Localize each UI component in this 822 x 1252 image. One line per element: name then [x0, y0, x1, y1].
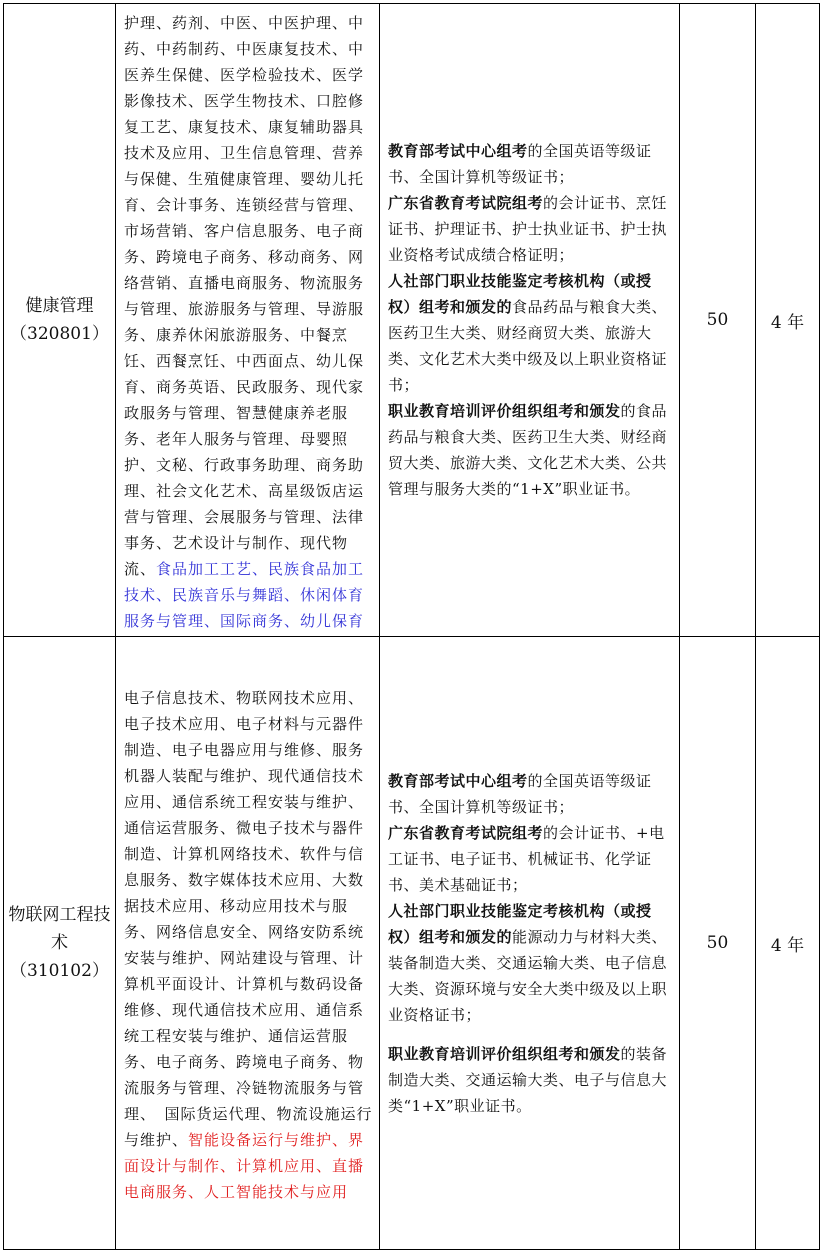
cert-item — [388, 1041, 673, 1119]
cert-text: 能源动力与材料大类、装备制造大类、交通运输大类、电子信息大类、资源环境与安全大类中级及以上职业资格证书； — [388, 927, 668, 1024]
courses-highlight-text: 食品加工工艺、民族食品加工技术、民族音乐与舞蹈、休闲体育服务与管理、国际商务、幼儿保育 — [124, 559, 365, 630]
cert-org: 职业教育培训评价组织组考和颁发 — [388, 402, 621, 420]
cert-item — [388, 398, 673, 502]
cert-item — [388, 768, 673, 820]
cert-org: 人社部门职业技能鉴定考核机构（或授权）组考和颁发的 — [388, 901, 652, 946]
major-cell — [4, 4, 116, 637]
major-code: （320801） — [10, 324, 109, 344]
cert-item — [388, 268, 673, 398]
cert-org: 教育部考试中心组考 — [388, 771, 528, 790]
table-row — [4, 637, 820, 1250]
quota-cell: 50 — [680, 637, 756, 1250]
cert-org: 职业教育培训评价组织组考和颁发 — [388, 1044, 621, 1063]
cert-text: 的食品药品与粮食大类、医药卫生大类、财经商贸大类、旅游大类、文化艺术大类、公共管理与服务大类的“1+X”职业证书。 — [388, 402, 668, 498]
major-code: （310102） — [10, 961, 109, 981]
cert-org: 人社部门职业技能鉴定考核机构（或授权）组考和颁发的 — [388, 272, 652, 316]
cert-text: 的会计证书、+电工证书、电子证书、机械证书、化学证书、美术基础证书； — [388, 823, 665, 894]
admission-table — [3, 3, 820, 1250]
cert-org: 教育部考试中心组考 — [388, 142, 528, 160]
table-row — [4, 4, 820, 637]
cert-text: 食品药品与粮食大类、医药卫生大类、财经商贸大类、旅游大类、文化艺术大类中级及以上职业资格证书； — [388, 298, 668, 394]
cert-org: 广东省教育考试院组考 — [388, 194, 544, 212]
cert-text: 的会计证书、烹饪证书、护理证书、护士执业证书、护士执业资格考试成绩合格证明； — [388, 194, 668, 264]
cert-item — [388, 138, 673, 190]
cert-item — [388, 190, 673, 268]
major-name: 物联网工程技术 — [8, 905, 111, 953]
courses-text: 护理、药剂、中医、中医护理、中药、中药制药、中医康复技术、中医养生保健、医学检验技术、医学影像技术、医学生物技术、口腔修复工艺、康复技术、康复辅助器具技术及应用、卫生信息管理、营养与保健、生殖健康管理、婴幼儿托育、会计事务、连锁经营与管理、市场营销、客户信息服务、电子商务、跨境电子商务、移动商务、网络营销、直播电商服务、物流服务与管理、旅游服务与管理、导游服务、康养休闲旅游服务、中餐烹饪、西餐烹饪、中西面点、幼儿保育、商务英语、民政服务、现代家政服务与管理、智慧健康养老服务、老年人服务与管理、母婴照护、文秘、行政事务助理、商务助理、社会文化艺术、高星级饭店运营与管理、会展服务与管理、法律事务、艺术设计与制作、现代物流、 — [124, 13, 365, 578]
duration-cell: 4 年 — [756, 4, 820, 637]
cert-text: 的全国英语等级证书、全国计算机等级证书； — [388, 771, 652, 816]
courses-cell — [116, 4, 380, 637]
quota-cell: 50 — [680, 4, 756, 637]
cert-spacer — [388, 1028, 673, 1041]
duration-cell: 4 年 — [756, 637, 820, 1250]
cert-org: 广东省教育考试院组考 — [388, 823, 544, 842]
cert-item — [388, 898, 673, 1028]
cert-item — [388, 820, 673, 898]
cert-text: 的装备制造大类、交通运输大类、电子与信息大类“1+X”职业证书。 — [388, 1044, 668, 1115]
courses-cell — [116, 637, 380, 1250]
certificates-cell — [380, 4, 680, 637]
major-cell — [4, 637, 116, 1250]
courses-text: 电子信息技术、物联网技术应用、电子技术应用、电子材料与元器件制造、电子电器应用与维修、服务机器人装配与维护、现代通信技术应用、通信系统工程安装与维护、通信运营服务、微电子技术与器件制造、计算机网络技术、软件与信息服务、数字媒体技术应用、大数据技术应用、移动应用技术与服务、网络信息安全、网络安防系统安装与维护、网站建设与管理、计算机平面设计、计算机与数码设备维修、现代通信技术应用、通信系统工程安装与维护、通信运营服务、电子商务、跨境电子商务、物流服务与管理、冷链物流服务与管理、 国际货运代理、物流设施运行与维护、 — [124, 688, 373, 1149]
certificates-cell — [380, 637, 680, 1250]
cert-text: 的全国英语等级证书、全国计算机等级证书； — [388, 142, 652, 186]
courses-highlight-text: 智能设备运行与维护、界面设计与制作、计算机应用、直播电商服务、人工智能技术与应用 — [124, 1130, 365, 1201]
major-name: 健康管理 — [25, 296, 94, 316]
